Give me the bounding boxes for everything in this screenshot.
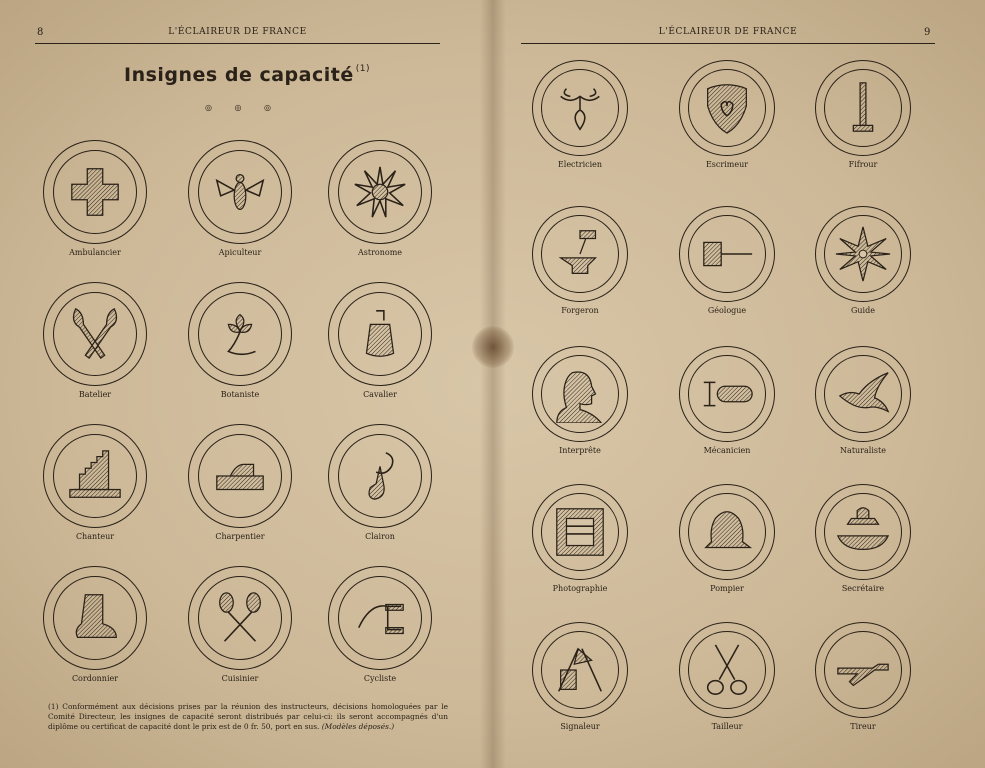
badge-right-8: [807, 346, 919, 455]
badge-label: Chanteur: [75, 532, 115, 541]
badge-ring: [679, 60, 775, 156]
badge-left-1: [184, 140, 296, 257]
badge-inner-ring: [53, 576, 137, 660]
wrench-icon: [698, 365, 756, 423]
badge-inner-ring: [53, 150, 137, 234]
badge-ring: [815, 346, 911, 442]
badge-ring: [188, 566, 292, 670]
right-page-header: [521, 26, 935, 44]
badge-inner-ring: [688, 631, 766, 709]
bee-icon: [211, 163, 269, 221]
badge-inner-ring: [688, 69, 766, 147]
badge-label: Tailleur: [711, 722, 743, 731]
badge-right-1: [671, 60, 783, 169]
badge-right-12: [524, 622, 636, 731]
badge-inner-ring: [338, 434, 422, 518]
badge-inner-ring: [824, 355, 902, 433]
badge-ring: [328, 282, 432, 386]
badge-ring: [43, 566, 147, 670]
footnote-tail: (Modèles déposés.): [321, 722, 395, 731]
badge-label: Batelier: [78, 390, 112, 399]
crossed-oars-icon: [66, 305, 124, 363]
badge-inner-ring: [53, 434, 137, 518]
badge-label: Charpentier: [215, 532, 265, 541]
badge-label: Cuisinier: [221, 674, 259, 683]
badge-inner-ring: [824, 493, 902, 571]
badge-label: Géologue: [707, 306, 747, 315]
footnote: [48, 702, 448, 732]
sun-star-icon: [351, 163, 409, 221]
book-gutter: [480, 0, 506, 768]
badge-ring: [532, 484, 628, 580]
badge-inner-ring: [53, 292, 137, 376]
head-profile-icon: [551, 365, 609, 423]
red-cross-icon: [66, 163, 124, 221]
page-title-text: Insignes de capacité: [124, 64, 354, 86]
crossed-spoons-icon: [211, 589, 269, 647]
badge-label: Fifrour: [848, 160, 878, 169]
badge-label: Signaleur: [560, 722, 600, 731]
badge-right-11: [807, 484, 919, 593]
badge-right-10: [671, 484, 783, 593]
badge-left-10: [184, 566, 296, 683]
running-head: L'ÉCLAIREUR DE FRANCE: [168, 27, 307, 37]
organ-pipes-icon: [66, 447, 124, 505]
badge-ring: [328, 566, 432, 670]
right-page: [506, 0, 985, 768]
badge-label: Electricien: [557, 160, 603, 169]
badge-inner-ring: [688, 355, 766, 433]
bugle-icon: [351, 447, 409, 505]
badge-left-6: [39, 424, 151, 541]
badge-right-13: [671, 622, 783, 731]
badge-inner-ring: [198, 292, 282, 376]
badge-ring: [188, 424, 292, 528]
fencing-shield-icon: [698, 79, 756, 137]
badge-label: Cordonnier: [71, 674, 119, 683]
badge-ring: [43, 424, 147, 528]
badge-inner-ring: [338, 292, 422, 376]
stirrup-icon: [351, 305, 409, 363]
badge-right-5: [807, 206, 919, 315]
badge-inner-ring: [198, 576, 282, 660]
badge-ring: [188, 140, 292, 244]
badge-right-14: [807, 622, 919, 731]
badge-ring: [815, 60, 911, 156]
left-page-header: [35, 26, 440, 44]
scissors-icon: [698, 641, 756, 699]
badge-inner-ring: [824, 69, 902, 147]
page-number: 9: [924, 27, 931, 38]
badge-label: Cavalier: [363, 390, 397, 399]
inkwell-icon: [834, 503, 892, 561]
badge-label: Tireur: [850, 722, 876, 731]
footnote-text: (1) Conformément aux décisions prises par la réunion des instructeurs, décisions homologuées par le Comité Directeur, les insignes de capacité seront distribués par celui-ci: ils seront accompagnés d'un diplôme ou certificat de capacité dont le prix est de 0 fr. 50, port en sus.: [48, 702, 448, 731]
badge-label: Forgeron: [561, 306, 599, 315]
badge-label: Mécanicien: [703, 446, 751, 455]
badge-ring: [328, 424, 432, 528]
badge-ring: [43, 140, 147, 244]
badge-left-7: [184, 424, 296, 541]
badge-inner-ring: [541, 493, 619, 571]
badge-label: Interprête: [559, 446, 601, 455]
badge-inner-ring: [541, 631, 619, 709]
badge-label: Secrétaire: [841, 584, 885, 593]
badge-ring: [532, 206, 628, 302]
badge-inner-ring: [541, 355, 619, 433]
lightning-coil-icon: [551, 79, 609, 137]
title-footnote-mark: (1): [355, 64, 370, 74]
badge-right-4: [671, 206, 783, 315]
badge-inner-ring: [824, 215, 902, 293]
badge-left-5: [324, 282, 436, 399]
badge-inner-ring: [338, 576, 422, 660]
fife-icon: [834, 79, 892, 137]
page-title: [124, 64, 370, 86]
badge-ring: [679, 622, 775, 718]
badge-label: Guide: [851, 306, 875, 315]
rifle-icon: [834, 641, 892, 699]
badge-label: Photographie: [552, 584, 608, 593]
compass-star-icon: [834, 225, 892, 283]
badge-left-2: [324, 140, 436, 257]
badge-left-0: [39, 140, 151, 257]
badge-label: Escrimeur: [705, 160, 749, 169]
badge-ring: [532, 60, 628, 156]
badge-right-2: [807, 60, 919, 169]
camera-frame-icon: [551, 503, 609, 561]
running-head: L'ÉCLAIREUR DE FRANCE: [658, 27, 798, 37]
badge-label: Botaniste: [220, 390, 260, 399]
badge-ring: [679, 206, 775, 302]
signal-flags-icon: [551, 641, 609, 699]
badge-right-3: [524, 206, 636, 315]
badge-label: Cycliste: [363, 674, 397, 683]
badge-label: Apiculteur: [218, 248, 262, 257]
badge-inner-ring: [688, 215, 766, 293]
badge-ring: [532, 346, 628, 442]
badge-ring: [815, 484, 911, 580]
swallow-icon: [834, 365, 892, 423]
badge-right-7: [671, 346, 783, 455]
flower-icon: [211, 305, 269, 363]
badge-ring: [532, 622, 628, 718]
badge-right-6: [524, 346, 636, 455]
badge-label: Ambulancier: [69, 248, 121, 257]
badge-ring: [679, 484, 775, 580]
handlebar-icon: [351, 589, 409, 647]
boot-icon: [66, 589, 124, 647]
ornament: ◎ ◎ ◎: [205, 103, 282, 112]
badge-right-0: [524, 60, 636, 169]
badge-left-11: [324, 566, 436, 683]
badge-inner-ring: [688, 493, 766, 571]
plane-tool-icon: [211, 447, 269, 505]
badge-left-3: [39, 282, 151, 399]
badge-ring: [679, 346, 775, 442]
badge-ring: [815, 622, 911, 718]
badge-left-4: [184, 282, 296, 399]
badge-left-8: [324, 424, 436, 541]
badge-ring: [328, 140, 432, 244]
badge-label: Astronome: [357, 248, 403, 257]
badge-right-9: [524, 484, 636, 593]
left-page: [0, 0, 480, 768]
badge-label: Naturaliste: [840, 446, 886, 455]
badge-ring: [43, 282, 147, 386]
fire-helmet-icon: [698, 503, 756, 561]
badge-ring: [815, 206, 911, 302]
badge-inner-ring: [824, 631, 902, 709]
badge-inner-ring: [338, 150, 422, 234]
badge-label: Pompier: [710, 584, 744, 593]
badge-left-9: [39, 566, 151, 683]
badge-inner-ring: [198, 150, 282, 234]
page-number: 8: [37, 27, 44, 38]
geology-hammer-icon: [698, 225, 756, 283]
badge-inner-ring: [541, 69, 619, 147]
badge-inner-ring: [541, 215, 619, 293]
anvil-hammer-icon: [551, 225, 609, 283]
badge-ring: [188, 282, 292, 386]
badge-inner-ring: [198, 434, 282, 518]
badge-label: Clairon: [365, 532, 395, 541]
